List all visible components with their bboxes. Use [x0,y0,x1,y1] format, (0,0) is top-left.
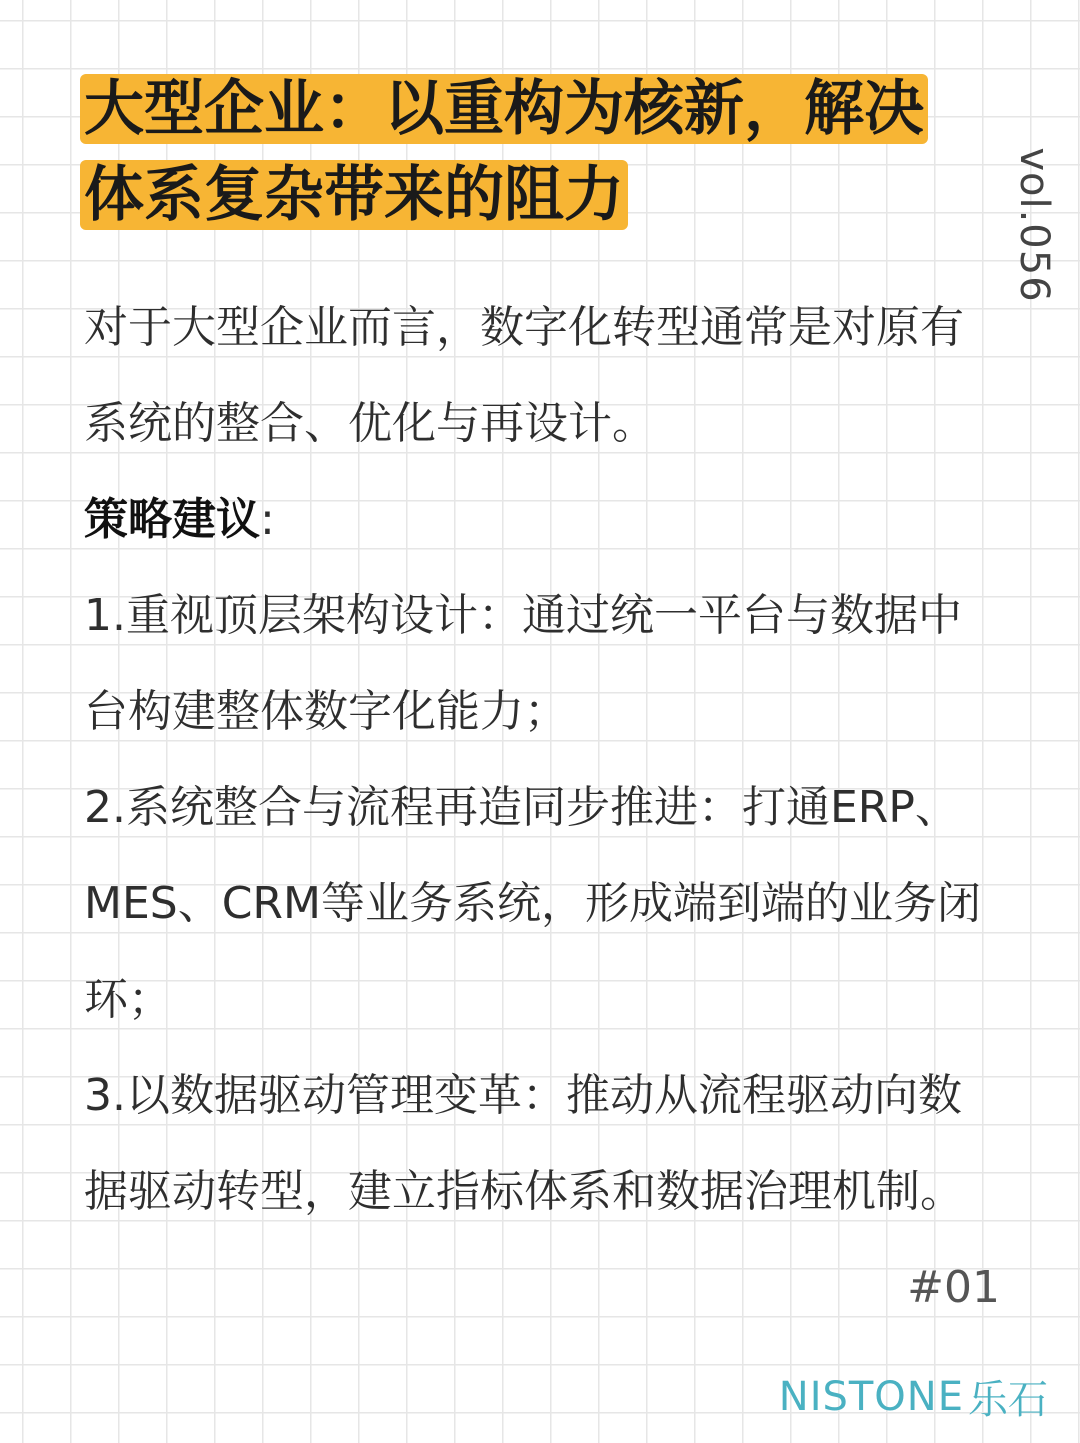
intro-paragraph: 对于大型企业而言，数字化转型通常是对原有系统的整合、优化与再设计。 [84,302,964,449]
volume-label: vol.056 [1011,147,1057,303]
strategy-item-2: 2.系统整合与流程再造同步推进：打通ERP、MES、CRM等业务系统，形成端到端的业务闭环； [84,782,981,1025]
brand-logo [779,1368,1048,1425]
strategy-label: 策略建议 [84,494,260,545]
strategy-heading [84,472,1004,568]
strategy-item-1: 1.重视顶层架构设计：通过统一平台与数据中台构建整体数字化能力； [84,590,962,737]
strategy-item-3: 3.以数据驱动管理变革：推动从流程驱动向数据驱动转型，建立指标体系和数据治理机制。 [84,1070,964,1217]
page-title [80,66,980,238]
article-body [84,280,1004,1240]
logo-brand-cn: 乐石 [968,1377,1048,1423]
title-highlight: 大型企业：以重构为核新，解决体系复杂带来的阻力 [80,74,928,230]
logo-brand-text: NISTONE [778,1373,964,1420]
page-number: #01 [907,1262,1000,1313]
strategy-colon: : [260,494,275,545]
